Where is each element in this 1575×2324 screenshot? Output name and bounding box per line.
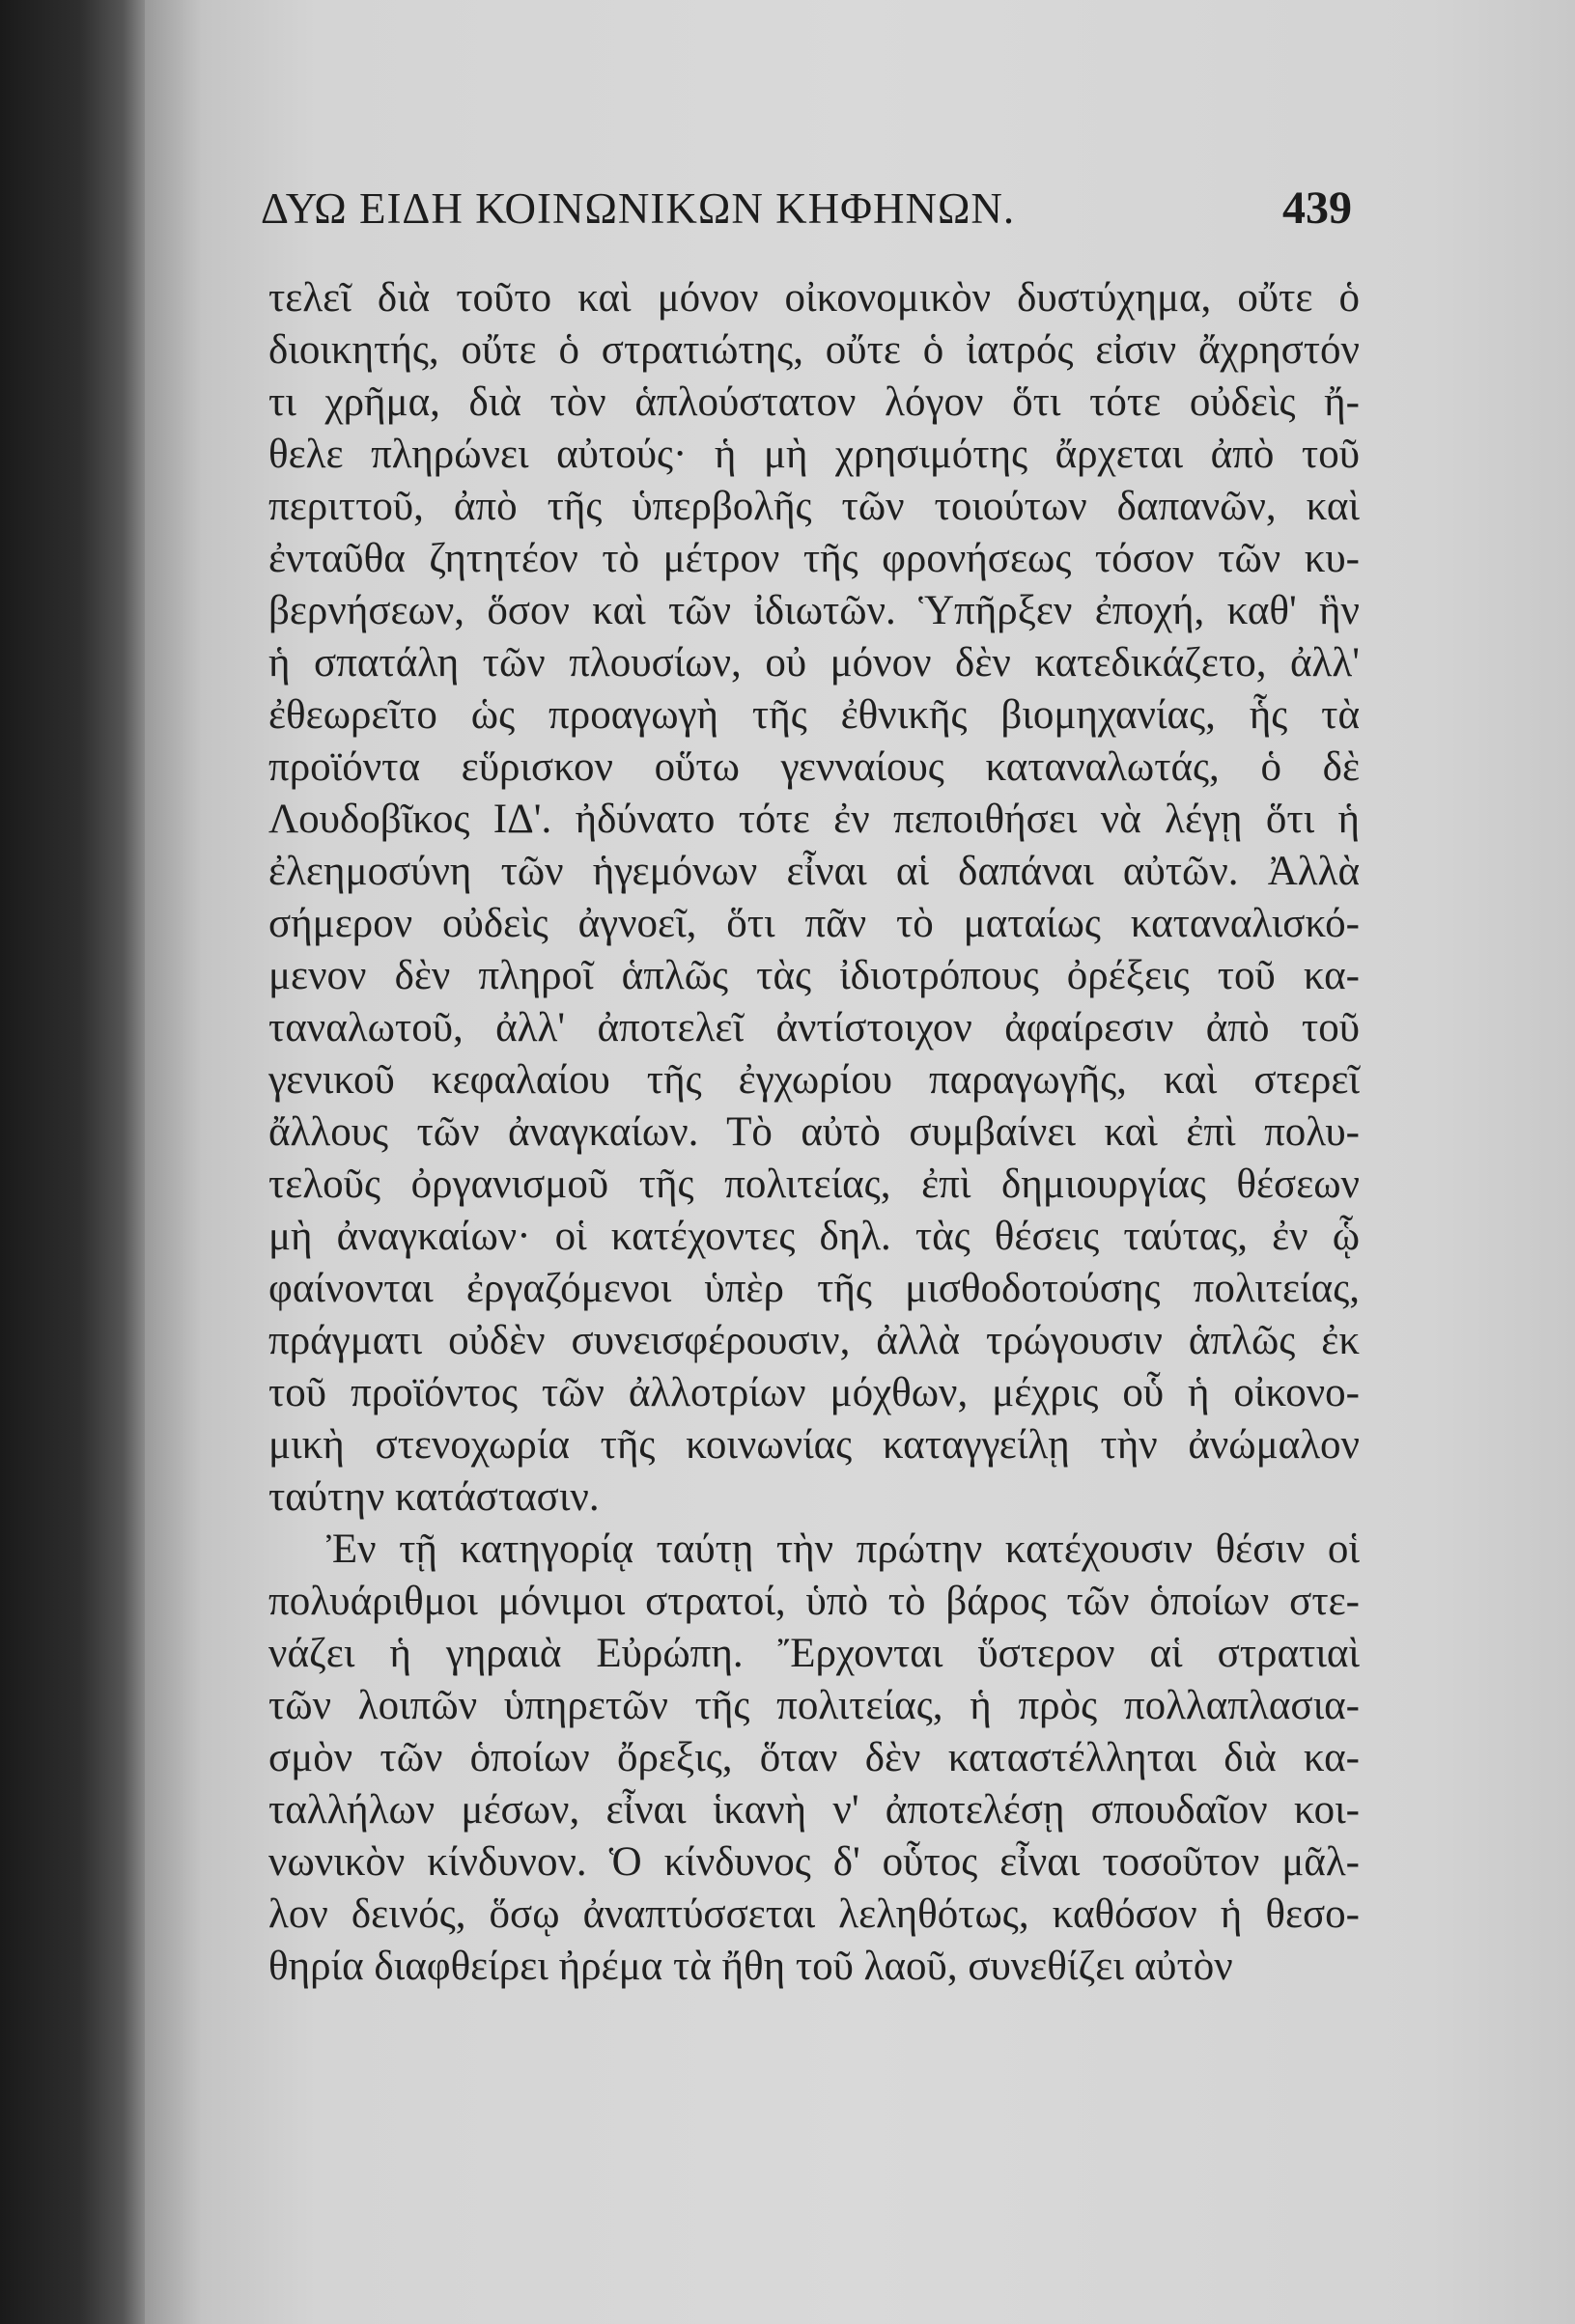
text-line: ταναλωτοῦ, ἀλλ' ἀποτελεῖ ἀντίστοιχον ἀφαίρεσιν ἀπὸ τοῦ [268, 1005, 1360, 1050]
text-line: λον δεινός, ὅσῳ ἀναπτύσσεται λεληθότως, καθόσον ἡ θεσο- [268, 1891, 1360, 1937]
text-line: ἡ σπατάλη τῶν πλουσίων, οὐ μόνον δὲν κατεδικάζετο, ἀλλ' [268, 640, 1360, 686]
body-text [268, 272, 1360, 1993]
text-line: ταύτην κατάστασιν. [268, 1474, 600, 1520]
text-line: τοῦ προϊόντος τῶν ἀλλοτρίων μόχθων, μέχρις οὗ ἡ οἰκονο- [268, 1370, 1360, 1415]
text-line: ἄλλους τῶν ἀναγκαίων. Τὸ αὐτὸ συμβαίνει καὶ ἐπὶ πολυ- [268, 1109, 1360, 1155]
text-line: θηρία διαφθείρει ἠρέμα τὰ ἤθη τοῦ λαοῦ, συνεθίζει αὐτὸν [268, 1944, 1233, 1989]
text-line: Λουδοβῖκος ΙΔ'. ἠδύνατο τότε ἐν πεποιθήσει νὰ λέγῃ ὅτι ἡ [268, 797, 1360, 842]
text-line: μικὴ στενοχωρία τῆς κοινωνίας καταγγείλῃ τὴν ἀνώμαλον [268, 1422, 1360, 1468]
text-line: Ἐν τῇ κατηγορίᾳ ταύτῃ τὴν πρώτην κατέχουσιν θέσιν οἱ [326, 1526, 1360, 1572]
text-line: τελοῦς ὀργανισμοῦ τῆς πολιτείας, ἐπὶ δημιουργίας θέσεων [268, 1162, 1360, 1207]
text-line: ταλλήλων μέσων, εἶναι ἱκανὴ ν' ἀποτελέσῃ σπουδαῖον κοι- [268, 1787, 1360, 1833]
text-line: τῶν λοιπῶν ὑπηρετῶν τῆς πολιτείας, ἡ πρὸς πολλαπλασια- [268, 1683, 1360, 1728]
text-line: τελεῖ διὰ τοῦτο καὶ μόνον οἰκονομικὸν δυστύχημα, οὔτε ὁ [268, 275, 1360, 321]
text-line: θελε πληρώνει αὐτούς· ἡ μὴ χρησιμότης ἄρχεται ἀπὸ τοῦ [268, 432, 1360, 477]
text-line: νάζει ἡ γηραιὰ Εὐρώπη. Ἔρχονται ὕστερον αἱ στρατιαὶ [268, 1631, 1360, 1676]
text-line: σήμερον οὐδεὶς ἀγνοεῖ, ὅτι πᾶν τὸ ματαίως καταναλισκό- [268, 901, 1360, 946]
paragraph [268, 272, 1360, 1524]
text-line: προϊόντα εὕρισκον οὕτω γενναίους καταναλωτάς, ὁ δὲ [268, 744, 1360, 790]
text-line: μὴ ἀναγκαίων· οἱ κατέχοντες δηλ. τὰς θέσεις ταύτας, ἐν ᾧ [268, 1214, 1360, 1259]
text-line: πολυάριθμοι μόνιμοι στρατοί, ὑπὸ τὸ βάρος τῶν ὁποίων στε- [268, 1579, 1360, 1624]
text-line: ἐλεημοσύνη τῶν ἡγεμόνων εἶναι αἱ δαπάναι αὐτῶν. Ἀλλὰ [268, 849, 1360, 894]
book-gutter-shadow [0, 0, 145, 2324]
page-header [261, 174, 1352, 241]
page-number: 439 [1282, 182, 1352, 234]
running-title: ΔΥΩ ΕΙΔΗ ΚΟΙΝΩΝΙΚΩΝ ΚΗΦΗΝΩΝ. [261, 184, 1016, 233]
text-line: φαίνονται ἐργαζόμενοι ὑπὲρ τῆς μισθοδοτούσης πολιτείας, [268, 1266, 1360, 1311]
text-line: βερνήσεων, ὅσον καὶ τῶν ἰδιωτῶν. Ὑπῆρξεν ἐποχή, καθ' ἣν [268, 588, 1360, 633]
text-line: διοικητής, οὔτε ὁ στρατιώτης, οὔτε ὁ ἰατρός εἰσιν ἄχρηστόν [268, 327, 1360, 373]
text-line: ἐνταῦθα ζητητέον τὸ μέτρον τῆς φρονήσεως τόσον τῶν κυ- [268, 536, 1360, 581]
text-line: πράγματι οὐδὲν συνεισφέρουσιν, ἀλλὰ τρώγουσιν ἁπλῶς ἐκ [268, 1318, 1360, 1363]
paragraph [268, 1524, 1360, 1993]
text-line: νωνικὸν κίνδυνον. Ὁ κίνδυνος δ' οὗτος εἶναι τοσοῦτον μᾶλ- [268, 1839, 1360, 1885]
text-line: γενικοῦ κεφαλαίου τῆς ἐγχωρίου παραγωγῆς, καὶ στερεῖ [268, 1057, 1360, 1103]
text-line: τι χρῆμα, διὰ τὸν ἁπλούστατον λόγον ὅτι τότε οὐδεὶς ἤ- [268, 379, 1360, 425]
text-line: μενον δὲν πληροῖ ἁπλῶς τὰς ἰδιοτρόπους ὀρέξεις τοῦ κα- [268, 953, 1360, 998]
text-line: ἐθεωρεῖτο ὡς προαγωγὴ τῆς ἐθνικῆς βιομηχανίας, ἧς τὰ [268, 692, 1360, 738]
text-line: περιττοῦ, ἀπὸ τῆς ὑπερβολῆς τῶν τοιούτων δαπανῶν, καὶ [268, 484, 1360, 529]
text-line: σμὸν τῶν ὁποίων ὄρεξις, ὅταν δὲν καταστέλληται διὰ κα- [268, 1735, 1360, 1780]
